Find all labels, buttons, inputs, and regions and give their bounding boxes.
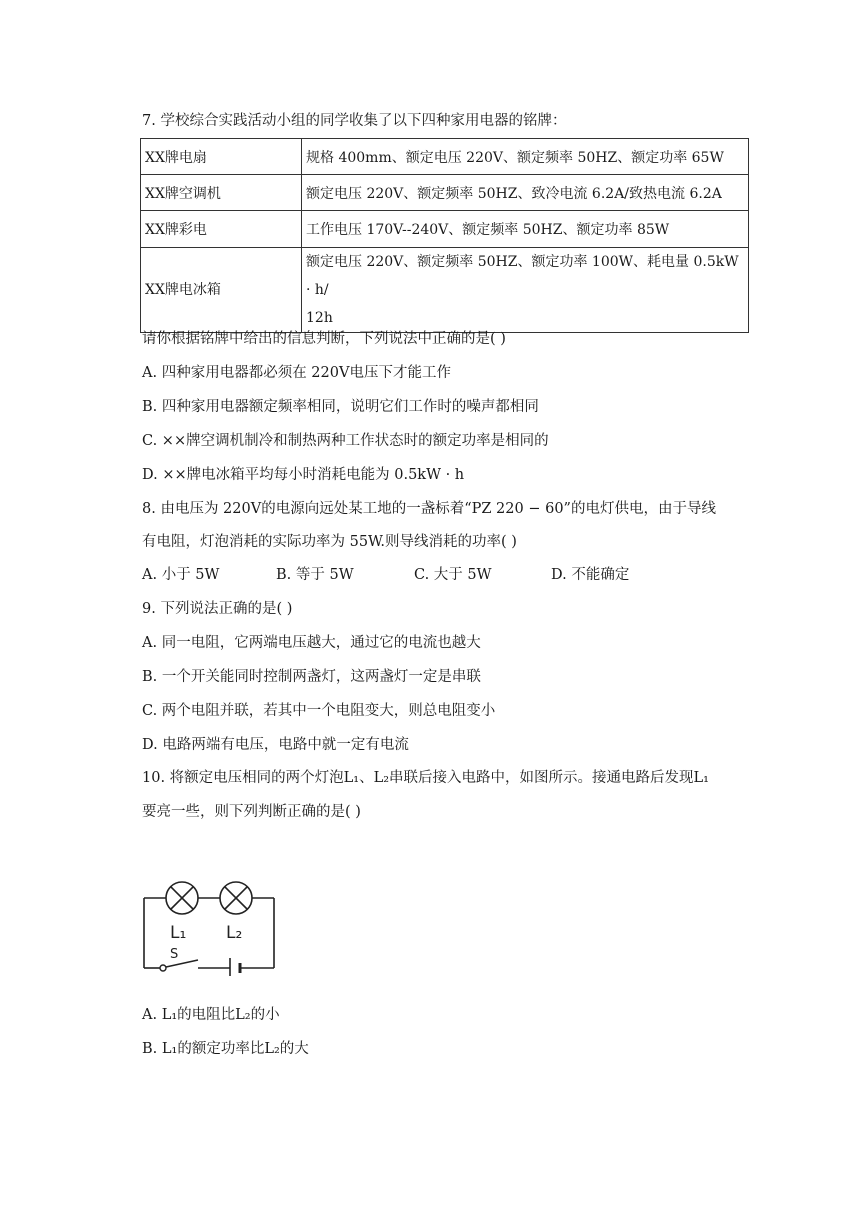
- table-row: [141, 211, 749, 248]
- q8-option-c: C. 大于 5W: [414, 567, 492, 583]
- switch-icon: [160, 965, 166, 971]
- appliance-spec: 规格 400mm、额定电压 220V、额定频率 50HZ、额定功率 65W: [302, 139, 749, 175]
- q9-option-a: A. 同一电阻，它两端电压越大，通过它的电流也越大: [142, 635, 481, 651]
- table-row: [141, 175, 749, 211]
- appliance-name: XX牌空调机: [141, 175, 302, 211]
- lamp-l1-icon: [166, 882, 198, 914]
- lamp-l2-icon: [220, 882, 252, 914]
- q10-option-b: B. L₁的额定功率比L₂的大: [142, 1041, 309, 1057]
- switch-label: S: [170, 947, 179, 962]
- q7-prompt: 请你根据铭牌中给出的信息判断，下列说法中正确的是( ): [142, 331, 506, 347]
- q10-stem-line1: 10. 将额定电压相同的两个灯泡L₁、L₂串联后接入电路中，如图所示。接通电路后发现L₁: [142, 770, 709, 786]
- lamp1-label: L₁: [170, 923, 187, 943]
- q8-option-b: B. 等于 5W: [276, 567, 354, 583]
- q9-stem: 9. 下列说法正确的是( ): [142, 601, 293, 617]
- q8-stem-line1: 8. 由电压为 220V的电源向远处某工地的一盏标着“PZ 220 − 60”的电灯供电，由于导线: [142, 501, 716, 517]
- q9-option-b: B. 一个开关能同时控制两盏灯，这两盏灯一定是串联: [142, 669, 481, 685]
- table-row: [141, 139, 749, 175]
- spec-line: 额定电压 220V、额定频率 50HZ、额定功率 100W、耗电量 0.5kW · h/: [306, 254, 739, 298]
- appliance-name: XX牌电冰箱: [141, 248, 302, 333]
- lamp2-label: L₂: [226, 923, 243, 943]
- appliance-name: XX牌电扇: [141, 139, 302, 175]
- q9-option-d: D. 电路两端有电压，电路中就一定有电流: [142, 737, 409, 753]
- q7-option-a: A. 四种家用电器都必须在 220V电压下才能工作: [142, 365, 451, 381]
- battery-icon: [230, 958, 240, 976]
- q7-option-c: C. ××牌空调机制冷和制热两种工作状态时的额定功率是相同的: [142, 433, 549, 449]
- q7-option-b: B. 四种家用电器额定频率相同，说明它们工作时的噪声都相同: [142, 399, 539, 415]
- q10-option-a: A. L₁的电阻比L₂的小: [142, 1007, 280, 1023]
- q8-stem-line2: 有电阻，灯泡消耗的实际功率为 55W.则导线消耗的功率( ): [142, 534, 517, 550]
- appliance-spec: 工作电压 170V--240V、额定频率 50HZ、额定功率 85W: [302, 211, 749, 248]
- q7-option-d: D. ××牌电冰箱平均每小时消耗电能为 0.5kW · h: [142, 467, 465, 483]
- appliance-spec: 额定电压 220V、额定频率 50HZ、致冷电流 6.2A/致热电流 6.2A: [302, 175, 749, 211]
- q8-option-a: A. 小于 5W: [142, 567, 220, 583]
- q9-option-c: C. 两个电阻并联，若其中一个电阻变大，则总电阻变小: [142, 703, 496, 719]
- q7-stem: 7. 学校综合实践活动小组的同学收集了以下四种家用电器的铭牌：: [142, 113, 567, 129]
- nameplate-table: [140, 138, 749, 333]
- appliance-spec: [302, 248, 749, 333]
- q8-option-d: D. 不能确定: [551, 567, 630, 583]
- appliance-name: XX牌彩电: [141, 211, 302, 248]
- circuit-diagram: [140, 872, 280, 976]
- table-row: [141, 248, 749, 333]
- spec-line: 12h: [306, 310, 333, 326]
- q10-stem-line2: 要亮一些，则下列判断正确的是( ): [142, 804, 361, 820]
